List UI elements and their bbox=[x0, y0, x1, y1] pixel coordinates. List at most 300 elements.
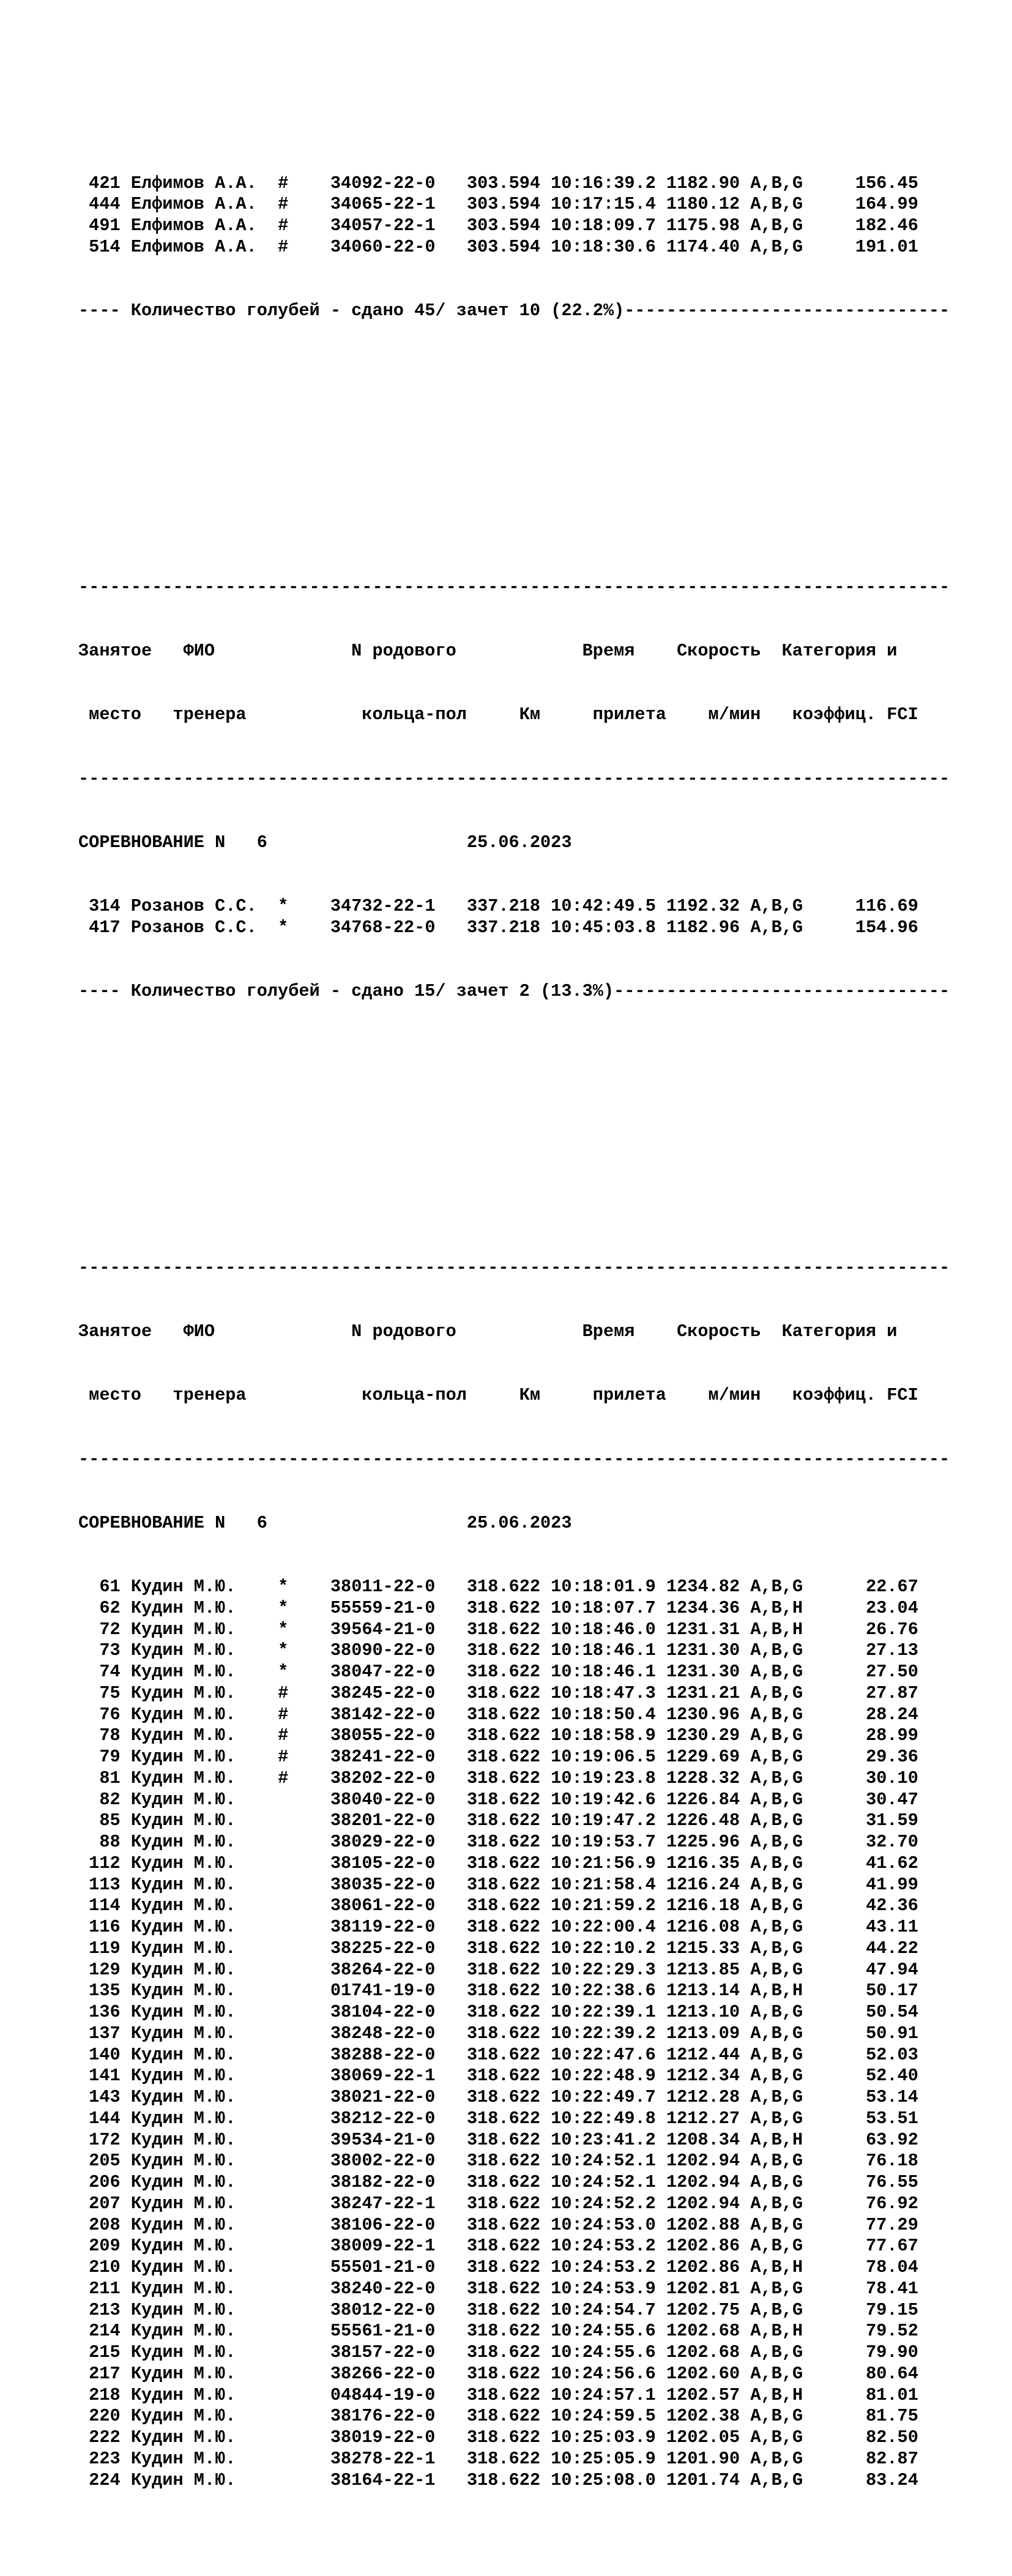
fci-cell: 27.50 bbox=[866, 1662, 918, 1682]
speed-cell: 1202.68 bbox=[666, 2321, 740, 2342]
speed-cell: 1202.94 bbox=[666, 2172, 740, 2192]
ring-cell: 38040-22-0 bbox=[330, 1789, 436, 1810]
category-cell: A,B,G bbox=[750, 2066, 803, 2086]
distance-cell: 318.622 bbox=[466, 2470, 541, 2490]
arrival-time-cell: 10:24:53.2 bbox=[551, 2236, 656, 2257]
place-cell: 141 bbox=[89, 2066, 121, 2086]
place-cell: 114 bbox=[89, 1895, 121, 1916]
speed-cell: 1202.94 bbox=[666, 2193, 740, 2214]
mark-cell: # bbox=[278, 1747, 289, 1767]
results-block-0 bbox=[78, 130, 996, 364]
place-cell: 136 bbox=[89, 2002, 121, 2022]
fci-cell: 23.04 bbox=[866, 1597, 918, 1618]
place-cell: 73 bbox=[99, 1640, 121, 1661]
table-row bbox=[78, 896, 996, 917]
mark-cell bbox=[278, 2406, 288, 2426]
distance-cell: 318.622 bbox=[466, 1577, 541, 1597]
place-cell: 314 bbox=[89, 896, 121, 916]
trainer-name-cell: Кудин М.Ю. bbox=[130, 2342, 236, 2362]
speed-cell: 1228.32 bbox=[666, 1768, 740, 1788]
table-row bbox=[78, 2364, 996, 2385]
place-cell: 143 bbox=[89, 2087, 121, 2107]
trainer-name-cell: Кудин М.Ю. bbox=[130, 2193, 236, 2214]
ring-cell: 38212-22-0 bbox=[330, 2108, 436, 2129]
ring-cell: 38011-22-0 bbox=[330, 1577, 436, 1597]
category-cell: A,B,H bbox=[750, 1981, 803, 2001]
mark-cell bbox=[278, 1810, 288, 1831]
category-cell: A,B,G bbox=[750, 2363, 803, 2384]
speed-cell: 1202.38 bbox=[666, 2406, 740, 2427]
table-row bbox=[78, 1960, 996, 1981]
distance-cell: 303.594 bbox=[466, 194, 541, 215]
table-header-line-1: Занятое ФИО N родового Время Скорость Категория и bbox=[78, 1321, 898, 1342]
mark-cell: * bbox=[278, 896, 289, 916]
mark-cell: # bbox=[278, 215, 289, 236]
trainer-name-cell: Кудин М.Ю. bbox=[130, 1725, 236, 1746]
speed-cell: 1234.82 bbox=[666, 1577, 740, 1597]
fci-cell: 50.91 bbox=[866, 2023, 918, 2044]
distance-cell: 318.622 bbox=[466, 2108, 541, 2129]
mark-cell bbox=[278, 1875, 288, 1895]
fci-cell: 22.67 bbox=[866, 1577, 918, 1597]
table-row bbox=[78, 2236, 996, 2257]
results-rows bbox=[78, 173, 996, 258]
trainer-name-cell: Елфимов А.А. bbox=[130, 194, 257, 215]
ring-cell: 38245-22-0 bbox=[330, 1682, 436, 1703]
arrival-time-cell: 10:24:54.7 bbox=[551, 2299, 656, 2320]
ring-cell: 38225-22-0 bbox=[330, 1938, 436, 1958]
ring-cell: 38157-22-0 bbox=[330, 2342, 436, 2362]
fci-cell: 191.01 bbox=[855, 236, 918, 257]
trainer-name-cell: Кудин М.Ю. bbox=[130, 1810, 236, 1831]
trainer-name-cell: Елфимов А.А. bbox=[130, 215, 257, 236]
distance-cell: 318.622 bbox=[466, 1704, 541, 1725]
place-cell: 205 bbox=[89, 2151, 121, 2171]
distance-cell: 318.622 bbox=[466, 1917, 541, 1937]
ring-cell: 34092-22-0 bbox=[330, 173, 436, 193]
table-row bbox=[78, 1768, 996, 1790]
mark-cell: * bbox=[278, 1662, 289, 1682]
distance-cell: 318.622 bbox=[466, 1597, 541, 1618]
trainer-name-cell: Кудин М.Ю. bbox=[130, 2406, 236, 2427]
distance-cell: 318.622 bbox=[466, 1981, 541, 2001]
category-cell: A,B,G bbox=[750, 2002, 803, 2022]
place-cell: 119 bbox=[89, 1938, 121, 1958]
arrival-time-cell: 10:22:49.7 bbox=[551, 2087, 656, 2107]
trainer-name-cell: Кудин М.Ю. bbox=[130, 2172, 236, 2192]
mark-cell bbox=[278, 1938, 288, 1958]
fci-cell: 76.55 bbox=[866, 2172, 918, 2192]
mark-cell: # bbox=[278, 1725, 289, 1746]
fci-cell: 28.99 bbox=[866, 1725, 918, 1746]
speed-cell: 1213.09 bbox=[666, 2023, 740, 2044]
fci-cell: 79.90 bbox=[866, 2342, 918, 2362]
trainer-name-cell: Кудин М.Ю. bbox=[130, 1917, 236, 1937]
category-cell: A,B,G bbox=[750, 2214, 803, 2235]
mark-cell bbox=[278, 2364, 288, 2384]
category-cell: A,B,H bbox=[750, 2384, 803, 2405]
ring-cell: 55501-21-0 bbox=[330, 2257, 436, 2277]
category-cell: A,B,G bbox=[750, 1704, 803, 1725]
trainer-name-cell: Кудин М.Ю. bbox=[130, 2002, 236, 2022]
table-row bbox=[78, 173, 996, 195]
table-row bbox=[78, 2130, 996, 2151]
mark-cell: # bbox=[278, 194, 289, 215]
speed-cell: 1231.30 bbox=[666, 1640, 740, 1661]
trainer-name-cell: Кудин М.Ю. bbox=[130, 2257, 236, 2277]
speed-cell: 1215.33 bbox=[666, 1938, 740, 1958]
table-row bbox=[78, 1747, 996, 1768]
trainer-name-cell: Елфимов А.А. bbox=[130, 173, 257, 193]
category-cell: A,B,G bbox=[750, 2470, 803, 2490]
arrival-time-cell: 10:19:53.7 bbox=[551, 1832, 656, 1852]
speed-cell: 1180.12 bbox=[666, 194, 740, 215]
distance-cell: 318.622 bbox=[466, 2278, 541, 2299]
ring-cell: 38061-22-0 bbox=[330, 1895, 436, 1916]
place-cell: 88 bbox=[99, 1832, 121, 1852]
arrival-time-cell: 10:18:46.0 bbox=[551, 1619, 656, 1640]
arrival-time-cell: 10:16:39.2 bbox=[551, 173, 656, 193]
arrival-time-cell: 10:18:30.6 bbox=[551, 236, 656, 257]
speed-cell: 1234.36 bbox=[666, 1597, 740, 1618]
table-row bbox=[78, 2151, 996, 2172]
speed-cell: 1175.98 bbox=[666, 215, 740, 236]
speed-cell: 1231.30 bbox=[666, 1662, 740, 1682]
category-cell: A,B,G bbox=[750, 1747, 803, 1767]
place-cell: 74 bbox=[99, 1662, 121, 1682]
ring-cell: 34060-22-0 bbox=[330, 236, 436, 257]
arrival-time-cell: 10:19:23.8 bbox=[551, 1768, 656, 1788]
arrival-time-cell: 10:24:56.6 bbox=[551, 2363, 656, 2384]
arrival-time-cell: 10:24:52.1 bbox=[551, 2172, 656, 2192]
mark-cell bbox=[278, 2300, 288, 2320]
mark-cell: # bbox=[278, 1704, 289, 1725]
fci-cell: 41.62 bbox=[866, 1853, 918, 1873]
mark-cell: # bbox=[278, 173, 289, 193]
distance-cell: 303.594 bbox=[466, 215, 541, 236]
place-cell: 140 bbox=[89, 2044, 121, 2065]
trainer-name-cell: Кудин М.Ю. bbox=[130, 1959, 236, 1980]
competition-date: 25.06.2023 bbox=[466, 1512, 572, 1533]
distance-cell: 318.622 bbox=[466, 2151, 541, 2171]
mark-cell bbox=[278, 2385, 288, 2405]
ring-cell: 38069-22-1 bbox=[330, 2066, 436, 2086]
ring-cell: 55561-21-0 bbox=[330, 2321, 436, 2342]
arrival-time-cell: 10:24:53.0 bbox=[551, 2214, 656, 2235]
speed-cell: 1216.08 bbox=[666, 1917, 740, 1937]
speed-cell: 1202.05 bbox=[666, 2427, 740, 2447]
trainer-name-cell: Кудин М.Ю. bbox=[130, 2108, 236, 2129]
mark-cell bbox=[278, 2045, 288, 2065]
distance-cell: 318.622 bbox=[466, 1768, 541, 1788]
trainer-name-cell: Кудин М.Ю. bbox=[130, 1597, 236, 1618]
distance-cell: 303.594 bbox=[466, 236, 541, 257]
category-cell: A,B,G bbox=[750, 2342, 803, 2362]
trainer-name-cell: Кудин М.Ю. bbox=[130, 1853, 236, 1873]
place-cell: 206 bbox=[89, 2172, 121, 2192]
distance-cell: 318.622 bbox=[466, 2406, 541, 2427]
place-cell: 113 bbox=[89, 1874, 121, 1895]
table-row bbox=[78, 2300, 996, 2321]
fci-cell: 164.99 bbox=[855, 194, 918, 215]
speed-cell: 1212.44 bbox=[666, 2044, 740, 2065]
category-cell: A,B,G bbox=[750, 173, 803, 193]
trainer-name-cell: Кудин М.Ю. bbox=[130, 1682, 236, 1703]
speed-cell: 1216.35 bbox=[666, 1853, 740, 1873]
mark-cell bbox=[278, 1895, 288, 1916]
table-row bbox=[78, 2002, 996, 2023]
place-cell: 85 bbox=[99, 1810, 121, 1831]
trainer-name-cell: Кудин М.Ю. bbox=[130, 2299, 236, 2320]
distance-cell: 318.622 bbox=[466, 2002, 541, 2022]
speed-cell: 1212.27 bbox=[666, 2108, 740, 2129]
category-cell: A,B,G bbox=[750, 1917, 803, 1937]
trainer-name-cell: Кудин М.Ю. bbox=[130, 1789, 236, 1810]
place-cell: 218 bbox=[89, 2384, 121, 2405]
category-cell: A,B,G bbox=[750, 1789, 803, 1810]
category-cell: A,B,G bbox=[750, 1895, 803, 1916]
fci-cell: 53.14 bbox=[866, 2087, 918, 2107]
trainer-name-cell: Кудин М.Ю. bbox=[130, 2129, 236, 2150]
mark-cell bbox=[278, 1917, 288, 1937]
results-rows bbox=[78, 896, 996, 939]
arrival-time-cell: 10:22:29.3 bbox=[551, 1959, 656, 1980]
distance-cell: 318.622 bbox=[466, 2066, 541, 2086]
distance-cell: 318.622 bbox=[466, 1810, 541, 1831]
distance-cell: 318.622 bbox=[466, 2321, 541, 2342]
arrival-time-cell: 10:19:47.2 bbox=[551, 1810, 656, 1831]
mark-cell bbox=[278, 2130, 288, 2150]
place-cell: 491 bbox=[89, 215, 121, 236]
speed-cell: 1212.34 bbox=[666, 2066, 740, 2086]
results-document bbox=[78, 45, 996, 2576]
table-row bbox=[78, 1662, 996, 1683]
speed-cell: 1208.34 bbox=[666, 2129, 740, 2150]
place-cell: 61 bbox=[99, 1577, 121, 1597]
mark-cell bbox=[278, 2470, 288, 2490]
results-block-1 bbox=[78, 534, 996, 1045]
ring-cell: 38176-22-0 bbox=[330, 2406, 436, 2427]
category-cell: A,B,G bbox=[750, 2023, 803, 2044]
ring-cell: 38202-22-0 bbox=[330, 1768, 436, 1788]
category-cell: A,B,G bbox=[750, 1725, 803, 1746]
fci-cell: 82.87 bbox=[866, 2448, 918, 2469]
competition-line bbox=[78, 1513, 996, 1534]
distance-cell: 318.622 bbox=[466, 2129, 541, 2150]
place-cell: 209 bbox=[89, 2236, 121, 2257]
category-cell: A,B,G bbox=[750, 2448, 803, 2469]
category-cell: A,B,G bbox=[750, 1874, 803, 1895]
ring-cell: 38021-22-0 bbox=[330, 2087, 436, 2107]
speed-cell: 1202.88 bbox=[666, 2214, 740, 2235]
arrival-time-cell: 10:18:46.1 bbox=[551, 1662, 656, 1682]
trainer-name-cell: Кудин М.Ю. bbox=[130, 2214, 236, 2235]
arrival-time-cell: 10:24:53.9 bbox=[551, 2278, 656, 2299]
table-row bbox=[78, 1619, 996, 1641]
table-row bbox=[78, 2193, 996, 2215]
table-row bbox=[78, 1917, 996, 1938]
distance-cell: 318.622 bbox=[466, 2448, 541, 2469]
ring-cell: 38009-22-1 bbox=[330, 2236, 436, 2257]
place-cell: 72 bbox=[99, 1619, 121, 1640]
ring-cell: 38105-22-0 bbox=[330, 1853, 436, 1873]
speed-cell: 1202.57 bbox=[666, 2384, 740, 2405]
category-cell: A,B,G bbox=[750, 2044, 803, 2065]
arrival-time-cell: 10:42:49.5 bbox=[551, 896, 656, 916]
distance-cell: 318.622 bbox=[466, 2193, 541, 2214]
distance-cell: 318.622 bbox=[466, 1662, 541, 1682]
table-row bbox=[78, 1832, 996, 1853]
mark-cell: * bbox=[278, 1640, 289, 1661]
mark-cell bbox=[278, 1853, 288, 1873]
trainer-name-cell: Кудин М.Ю. bbox=[130, 2384, 236, 2405]
arrival-time-cell: 10:24:52.1 bbox=[551, 2151, 656, 2171]
arrival-time-cell: 10:18:46.1 bbox=[551, 1640, 656, 1661]
place-cell: 222 bbox=[89, 2427, 121, 2447]
distance-cell: 318.622 bbox=[466, 1959, 541, 1980]
ring-cell: 38240-22-0 bbox=[330, 2278, 436, 2299]
fci-cell: 156.45 bbox=[855, 173, 918, 193]
trainer-name-cell: Кудин М.Ю. bbox=[130, 1981, 236, 2001]
speed-cell: 1182.96 bbox=[666, 917, 740, 938]
ring-cell: 38241-22-0 bbox=[330, 1747, 436, 1767]
table-row bbox=[78, 2108, 996, 2130]
fci-cell: 78.04 bbox=[866, 2257, 918, 2277]
ring-cell: 38264-22-0 bbox=[330, 1959, 436, 1980]
fci-cell: 44.22 bbox=[866, 1938, 918, 1958]
mark-cell bbox=[278, 2023, 288, 2044]
ring-cell: 39534-21-0 bbox=[330, 2129, 436, 2150]
speed-cell: 1225.96 bbox=[666, 1832, 740, 1852]
fci-cell: 116.69 bbox=[855, 896, 918, 916]
arrival-time-cell: 10:45:03.8 bbox=[551, 917, 656, 938]
ring-cell: 34732-22-1 bbox=[330, 896, 436, 916]
arrival-time-cell: 10:24:52.2 bbox=[551, 2193, 656, 2214]
trainer-name-cell: Кудин М.Ю. bbox=[130, 1895, 236, 1916]
results-block-2 bbox=[78, 1215, 996, 2534]
place-cell: 137 bbox=[89, 2023, 121, 2044]
place-cell: 75 bbox=[99, 1682, 121, 1703]
category-cell: A,B,G bbox=[750, 1938, 803, 1958]
arrival-time-cell: 10:24:59.5 bbox=[551, 2406, 656, 2427]
fci-cell: 79.15 bbox=[866, 2299, 918, 2320]
fci-cell: 76.92 bbox=[866, 2193, 918, 2214]
trainer-name-cell: Кудин М.Ю. bbox=[130, 2151, 236, 2171]
table-row bbox=[78, 1981, 996, 2002]
distance-cell: 318.622 bbox=[466, 1874, 541, 1895]
fci-cell: 42.36 bbox=[866, 1895, 918, 1916]
distance-cell: 318.622 bbox=[466, 2299, 541, 2320]
arrival-time-cell: 10:22:38.6 bbox=[551, 1981, 656, 2001]
mark-cell: # bbox=[278, 236, 289, 257]
arrival-time-cell: 10:18:58.9 bbox=[551, 1725, 656, 1746]
summary-line: ---- Количество голубей - сдано 15/ зачет 2 (13.3%)-------------------------------- bbox=[78, 981, 950, 1001]
arrival-time-cell: 10:21:58.4 bbox=[551, 1874, 656, 1895]
place-cell: 172 bbox=[89, 2129, 121, 2150]
spacer bbox=[78, 428, 996, 450]
fci-cell: 77.67 bbox=[866, 2236, 918, 2257]
arrival-time-cell: 10:22:39.2 bbox=[551, 2023, 656, 2044]
category-cell: A,B,G bbox=[750, 1662, 803, 1682]
trainer-name-cell: Кудин М.Ю. bbox=[130, 2448, 236, 2469]
table-row bbox=[78, 1725, 996, 1747]
table-row bbox=[78, 2449, 996, 2470]
separator-line: ----------------------------------------------------------------------------------- bbox=[78, 1257, 950, 1278]
place-cell: 116 bbox=[89, 1917, 121, 1937]
category-cell: A,B,G bbox=[750, 236, 803, 257]
table-row bbox=[78, 2385, 996, 2406]
speed-cell: 1229.69 bbox=[666, 1747, 740, 1767]
place-cell: 79 bbox=[99, 1747, 121, 1767]
mark-cell bbox=[278, 1790, 288, 1810]
place-cell: 220 bbox=[89, 2406, 121, 2427]
fci-cell: 81.01 bbox=[866, 2384, 918, 2405]
category-cell: A,B,H bbox=[750, 2257, 803, 2277]
trainer-name-cell: Кудин М.Ю. bbox=[130, 1938, 236, 1958]
place-cell: 224 bbox=[89, 2470, 121, 2490]
ring-cell: 38266-22-0 bbox=[330, 2363, 436, 2384]
mark-cell bbox=[278, 2215, 288, 2235]
ring-cell: 38055-22-0 bbox=[330, 1725, 436, 1746]
place-cell: 76 bbox=[99, 1704, 121, 1725]
speed-cell: 1182.90 bbox=[666, 173, 740, 193]
arrival-time-cell: 10:22:48.9 bbox=[551, 2066, 656, 2086]
arrival-time-cell: 10:22:39.1 bbox=[551, 2002, 656, 2022]
ring-cell: 38201-22-0 bbox=[330, 1810, 436, 1831]
speed-cell: 1213.14 bbox=[666, 1981, 740, 2001]
speed-cell: 1213.85 bbox=[666, 1959, 740, 1980]
category-cell: A,B,G bbox=[750, 2087, 803, 2107]
distance-cell: 318.622 bbox=[466, 2214, 541, 2235]
trainer-name-cell: Кудин М.Ю. bbox=[130, 1747, 236, 1767]
place-cell: 514 bbox=[89, 236, 121, 257]
table-row bbox=[78, 2406, 996, 2427]
table-header-line-2: место тренера кольца-пол Км прилета м/мин коэффиц. FCI bbox=[78, 704, 918, 725]
ring-cell: 38106-22-0 bbox=[330, 2214, 436, 2235]
speed-cell: 1230.29 bbox=[666, 1725, 740, 1746]
table-row bbox=[78, 2257, 996, 2279]
distance-cell: 318.622 bbox=[466, 1853, 541, 1873]
place-cell: 81 bbox=[99, 1768, 121, 1788]
ring-cell: 38012-22-0 bbox=[330, 2299, 436, 2320]
category-cell: A,B,G bbox=[750, 2108, 803, 2129]
table-row bbox=[78, 237, 996, 258]
trainer-name-cell: Розанов С.С. bbox=[130, 917, 257, 938]
mark-cell bbox=[278, 2002, 288, 2022]
fci-cell: 27.87 bbox=[866, 1682, 918, 1703]
category-cell: A,B,H bbox=[750, 1619, 803, 1640]
fci-cell: 154.96 bbox=[855, 917, 918, 938]
arrival-time-cell: 10:18:50.4 bbox=[551, 1704, 656, 1725]
distance-cell: 303.594 bbox=[466, 173, 541, 193]
speed-cell: 1201.74 bbox=[666, 2470, 740, 2490]
separator-line: ----------------------------------------------------------------------------------- bbox=[78, 768, 950, 789]
fci-cell: 182.46 bbox=[855, 215, 918, 236]
speed-cell: 1202.75 bbox=[666, 2299, 740, 2320]
arrival-time-cell: 10:24:55.6 bbox=[551, 2342, 656, 2362]
arrival-time-cell: 10:22:47.6 bbox=[551, 2044, 656, 2065]
fci-cell: 30.10 bbox=[866, 1768, 918, 1788]
table-row bbox=[78, 2215, 996, 2236]
table-row bbox=[78, 2172, 996, 2193]
place-cell: 421 bbox=[89, 173, 121, 193]
fci-cell: 78.41 bbox=[866, 2278, 918, 2299]
competition-date: 25.06.2023 bbox=[466, 832, 572, 853]
trainer-name-cell: Кудин М.Ю. bbox=[130, 1832, 236, 1852]
speed-cell: 1226.48 bbox=[666, 1810, 740, 1831]
ring-cell: 38142-22-0 bbox=[330, 1704, 436, 1725]
category-cell: A,B,G bbox=[750, 1810, 803, 1831]
